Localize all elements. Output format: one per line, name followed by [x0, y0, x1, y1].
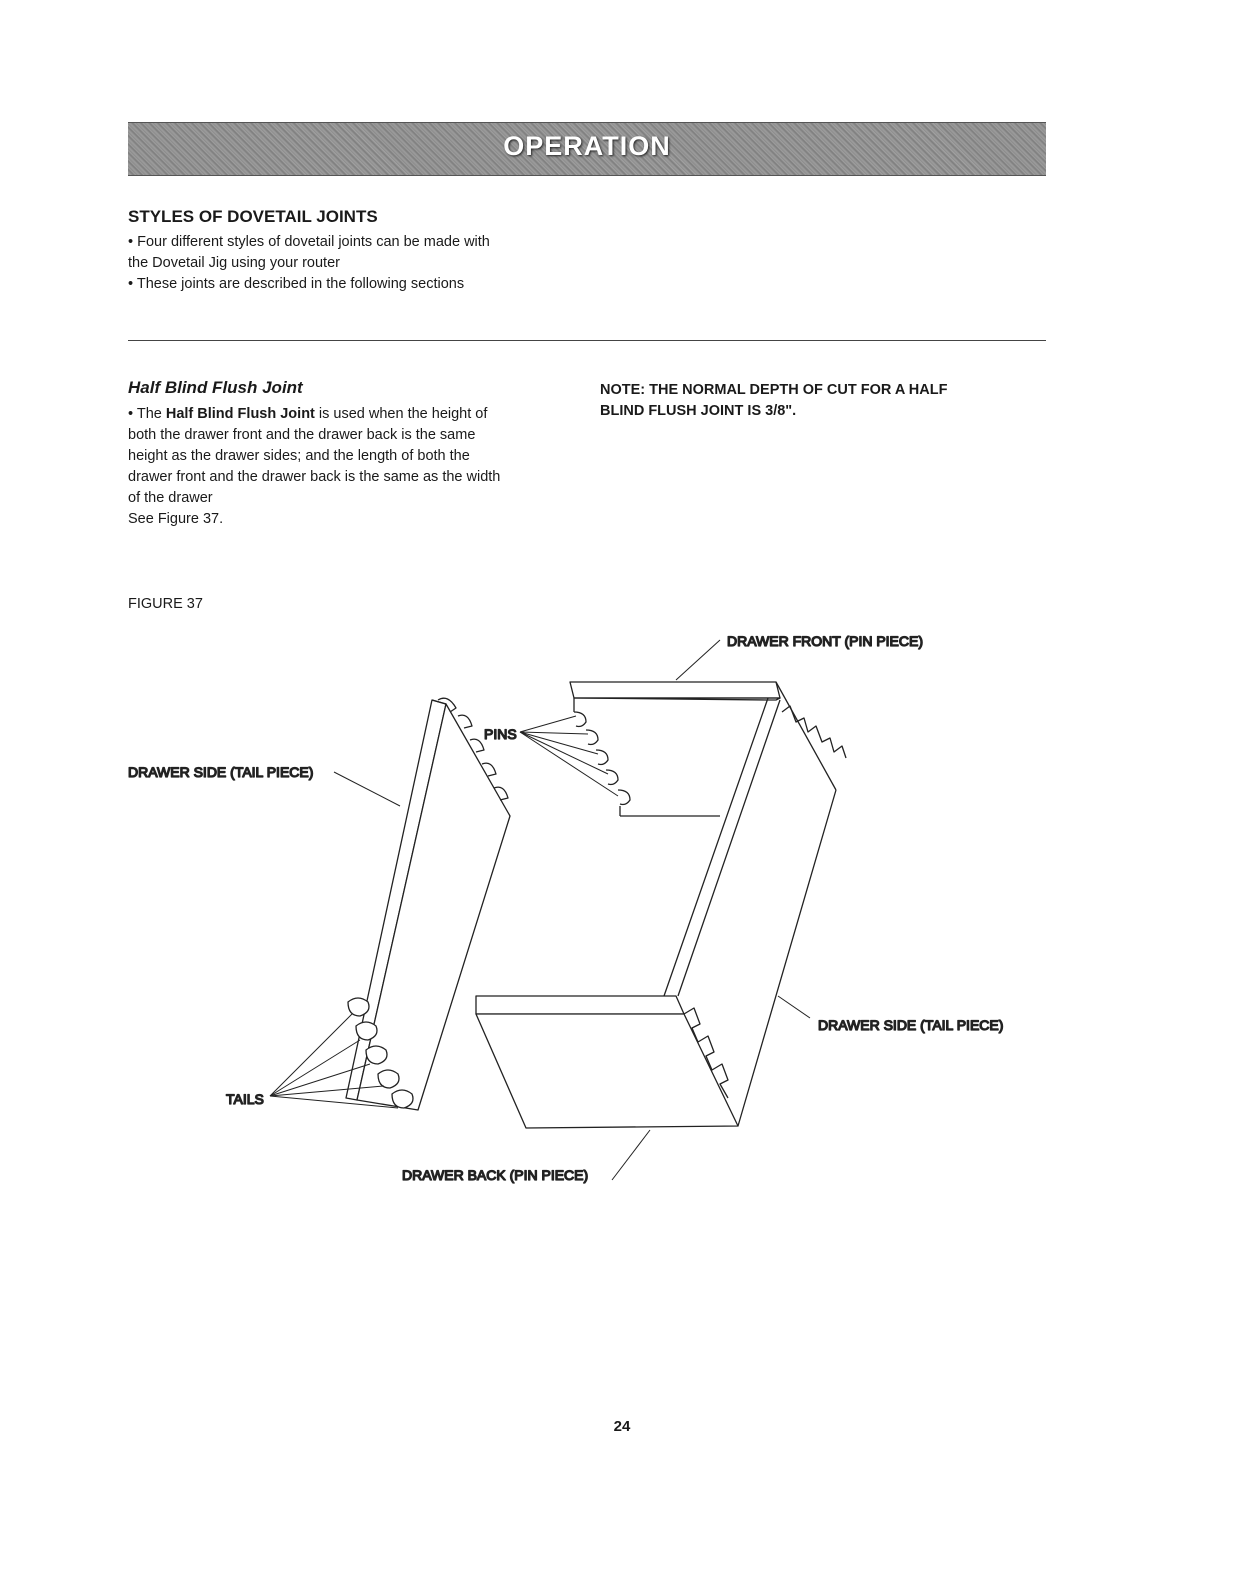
banner-title: OPERATION: [503, 131, 671, 161]
depth-note-line-2: BLIND FLUSH JOINT IS 3/8".: [600, 403, 797, 419]
callout-pins: PINS: [484, 726, 517, 742]
half-blind-line-2: both the drawer front and the drawer back is the same: [128, 427, 476, 443]
callout-drawer-back: DRAWER BACK (PIN PIECE): [402, 1167, 589, 1183]
callout-drawer-side-left: DRAWER SIDE (TAIL PIECE): [128, 764, 314, 780]
drawer-back: [476, 996, 738, 1128]
page-number: 24: [613, 1418, 631, 1435]
half-blind-line-1-suffix: is used when the height of: [314, 406, 488, 422]
figure-label: FIGURE 37: [128, 596, 203, 612]
styles-bullet-2: • These joints are described in the following sections: [128, 276, 465, 292]
depth-note-line-1: NOTE: THE NORMAL DEPTH OF CUT FOR A HALF: [600, 382, 948, 398]
callout-drawer-front: DRAWER FRONT (PIN PIECE): [727, 633, 924, 649]
section-heading-styles: STYLES OF DOVETAIL JOINTS: [128, 207, 378, 226]
half-blind-line-1-prefix: • The: [128, 406, 166, 422]
section-heading-half-blind: Half Blind Flush Joint: [128, 378, 303, 397]
half-blind-line-3: height as the drawer sides; and the length of both the: [128, 448, 470, 464]
styles-bullet-1-line-2: the Dovetail Jig using your router: [128, 255, 340, 271]
half-blind-line-6: See Figure 37.: [128, 511, 224, 527]
left-drawer-side: [346, 698, 510, 1110]
callout-drawer-side-right: DRAWER SIDE (TAIL PIECE): [818, 1017, 1004, 1033]
half-blind-joint-name: Half Blind Flush Joint: [165, 406, 315, 422]
half-blind-line-5: of the drawer: [128, 490, 213, 506]
half-blind-line-4: drawer front and the drawer back is the same as the width: [128, 469, 501, 485]
callout-tails: TAILS: [226, 1091, 264, 1107]
drawer-front: [570, 682, 780, 816]
styles-bullet-1-line-1: • Four different styles of dovetail joints can be made with: [128, 234, 490, 250]
